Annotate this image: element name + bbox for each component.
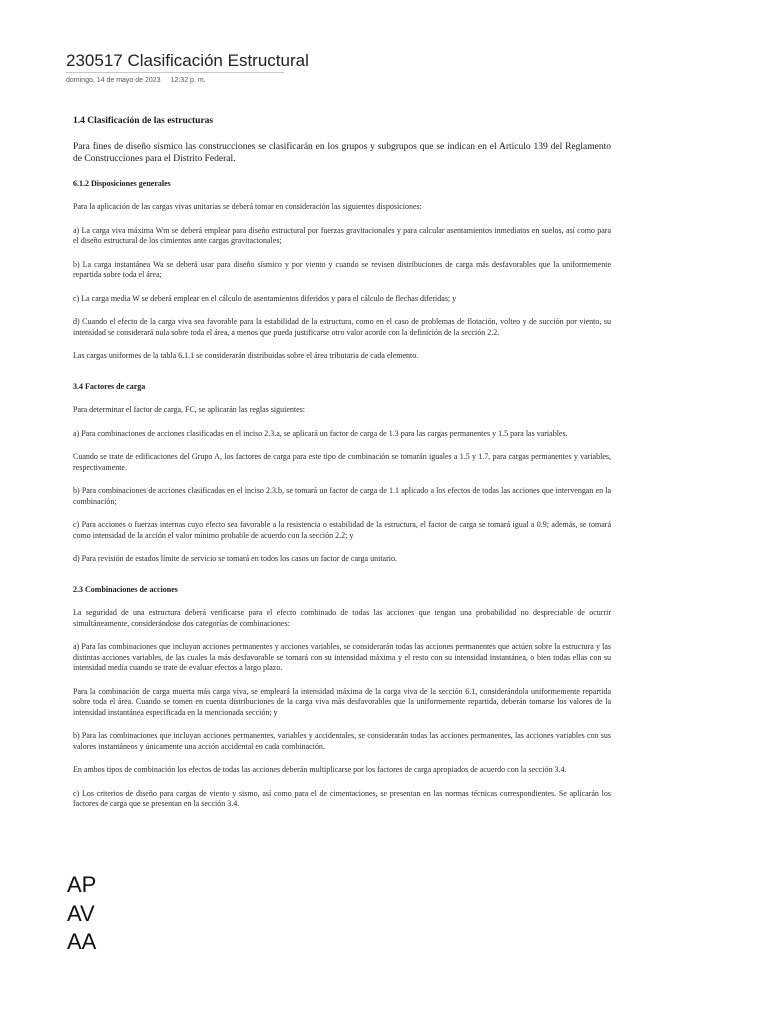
page-date: domingo, 14 de mayo de 2023 (66, 77, 161, 84)
note-av: AV (67, 900, 95, 926)
heading-2-3: 2.3 Combinaciones de acciones (73, 584, 178, 594)
paragraph: Las cargas uniformes de la tabla 6.1.1 se considerarán distribuidas sobre el área tributaria de cada elemento. (73, 351, 419, 360)
heading-1-4: 1.4 Clasificación de las estructuras (73, 116, 214, 126)
paragraph: Para la combinación de carga muerta más carga viva, se empleará la intensidad máxima de la carga viva de la sección 6.1, considerándola uniformemente repartida sobre toda el área. Cuando se tomen en cuenta distribuciones de la carga viva más desfavorables que la uniformemente repartida, deberán tomarse los valores de la intensidad instantánea especificada en la mencionada sección; y (73, 686, 611, 717)
paragraph: En ambos tipos de combinación los efectos de todas las acciones deberán multiplicarse por los factores de carga apropiados de acuerdo con la sección 3.4. (73, 765, 567, 774)
paragraph: d) Para revisión de estados límite de servicio se tomará en todos los casos un factor de carga unitario. (73, 554, 397, 563)
notes-list (67, 871, 96, 957)
paragraph: b) Para combinaciones de acciones clasificadas en el inciso 2.3.b, se tomará un factor de carga de 1.1 aplicado a los efectos de todas las acciones que intervengan en la combinación; (73, 486, 611, 506)
page-time: 12:32 p. m. (170, 77, 206, 84)
paragraph: d) Cuando el efecto de la carga viva sea favorable para la estabilidad de la estructura, como en el caso de problemas de flotación, volteo y de succión por viento, su intensidad se considerará nula sobre toda el área, a menos que pueda justificarse otro valor acorde con la definición de la sección 2.2. (73, 317, 611, 337)
page-timestamp (66, 77, 284, 84)
scanned-document (73, 116, 611, 823)
paragraph: c) Para acciones o fuerzas internas cuyo efecto sea favorable a la resistencia o estabilidad de la estructura, el factor de carga se tomará igual a 0.9; además, se tomará como intensidad de la acción el valor mínimo probable de acuerdo con la sección 2.2; y (73, 520, 611, 540)
paragraph: a) Para las combinaciones que incluyan acciones permanentes y acciones variables, se considerarán todas las acciones permanentes que actúen sobre la estructura y las distintas acciones variables, de las cuales la más desfavorable se tomará con su intensidad máxima y el resto con su intensidad instantánea, o bien todas ellas con su intensidad media cuando se trate de evaluar efectos a largo plazo. (73, 642, 611, 672)
page-title: 230517 Clasificación Estructural (66, 51, 309, 70)
heading-3-4: 3.4 Factores de carga (73, 381, 146, 391)
paragraph: c) Los criterios de diseño para cargas de viento y sismo, así como para el de cimentaciones, se presentan en las normas técnicas correspondientes. Se aplicarán los factores de carga que se presentan en la sección 3.4. (73, 788, 611, 808)
note-aa: AA (67, 929, 97, 954)
title-divider (66, 72, 284, 73)
paragraph: Para la aplicación de las cargas vivas unitarias se deberá tomar en consideración las siguientes disposiciones: (73, 202, 422, 211)
paragraph: Cuando se trate de edificaciones del Grupo A, los factores de carga para este tipo de combinación se tomarán iguales a 1.5 y 1.7, para cargas permanentes y variables, respectivamente. (73, 452, 611, 472)
note-ap: AP (67, 872, 97, 897)
paragraph: Para determinar el factor de carga, FC, se aplicarán las reglas siguientes: (73, 405, 305, 414)
paragraph-intro: Para fines de diseño sísmico las construcciones se clasificarán en los grupos y subgrupos que se indican en el Artículo 139 del Reglamento de Construcciones para el Distrito Federal. (73, 141, 611, 164)
paragraph: a) Para combinaciones de acciones clasificadas en el inciso 2.3.a, se aplicará un factor de carga de 1.3 para las cargas permanentes y 1.5 para las variables. (73, 428, 568, 438)
paragraph: b) Para las combinaciones que incluyan acciones permanentes, variables y accidentales, se considerarán todas las acciones permanentes, las acciones variables con sus valores instantáneos y únicamente una acción accidental en cada combinación. (73, 731, 611, 751)
paragraph: a) La carga viva máxima Wm se deberá emplear para diseño estructural por fuerzas gravitacionales y para calcular asentamientos inmediatos en suelos, así como para el diseño estructural de los cimientos ante cargas gravitacionales; (73, 225, 611, 245)
heading-6-1-2: 6.1.2 Disposiciones generales (73, 178, 171, 188)
page-header (66, 50, 309, 84)
paragraph: c) La carga media W se deberá emplear en el cálculo de asentamientos diferidos y para el cálculo de flechas diferidas; y (73, 293, 457, 303)
paragraph: La seguridad de una estructura deberá verificarse para el efecto combinado de todas las acciones que tengan una probabilidad no despreciable de ocurrir simultáneamente, considerándose dos categorías de combinaciones: (73, 608, 611, 628)
paragraph: b) La carga instantánea Wa se deberá usar para diseño sísmico y por viento y cuando se revisen distribuciones de carga más desfavorables que la uniformemente repartida sobre toda el área; (73, 259, 611, 279)
